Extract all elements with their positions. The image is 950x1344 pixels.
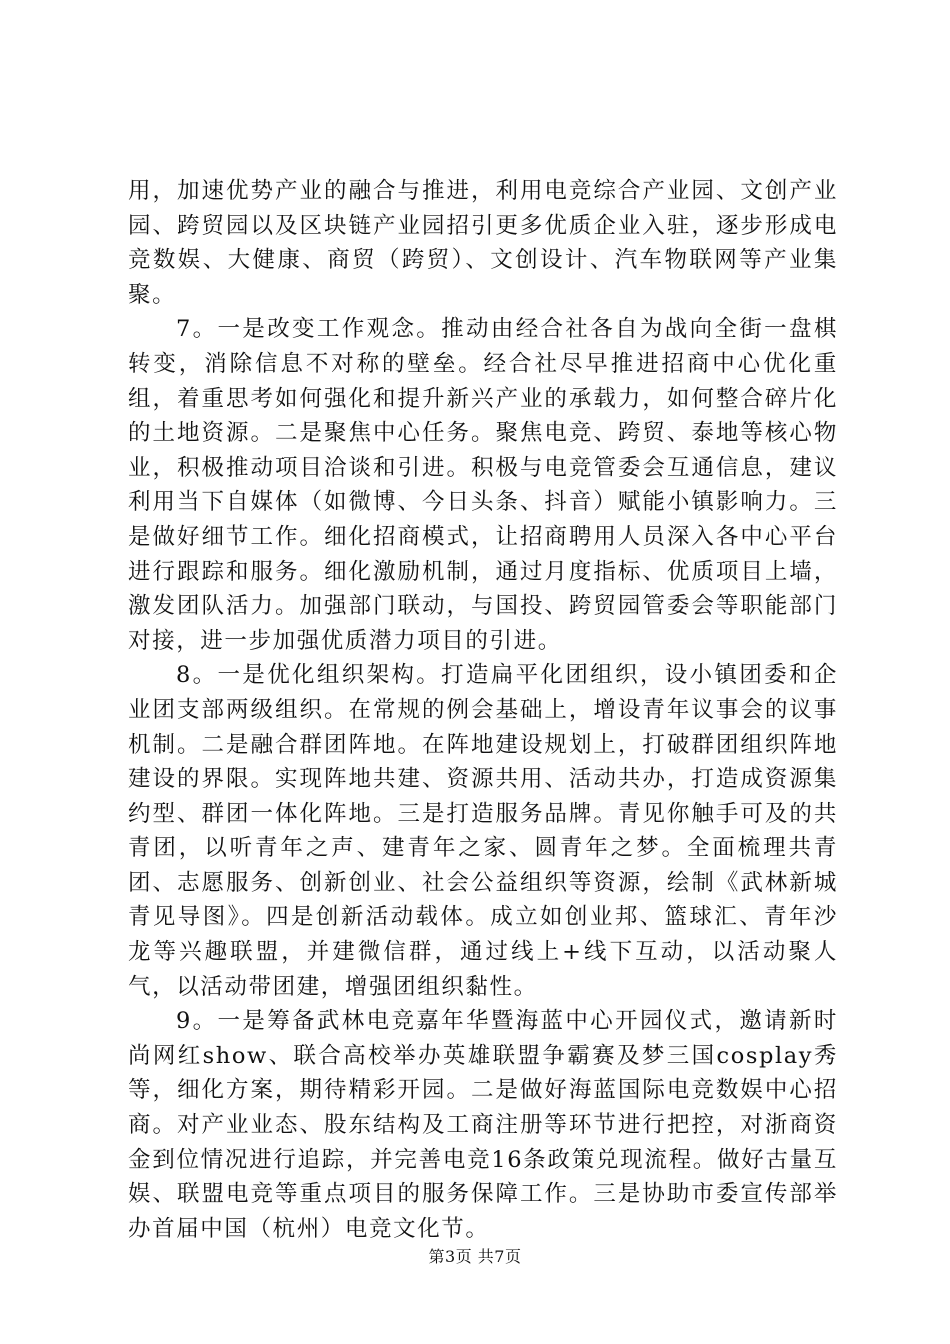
- document-body: [128, 174, 838, 1246]
- paragraph-continuation: 用，加速优势产业的融合与推进，利用电竞综合产业园、文创产业园、跨贸园以及区块链产业园招引更多优质企业入驻，逐步形成电竞数娱、大健康、商贸（跨贸）、文创设计、汽车物联网等产业集聚。: [128, 178, 838, 308]
- paragraph-item-7: 7。一是改变工作观念。推动由经合社各自为战向全街一盘棋转变，消除信息不对称的壁垒。经合社尽早推进招商中心优化重组，着重思考如何强化和提升新兴产业的承载力，如何整合碎片化的土地资源。二是聚焦中心任务。聚焦电竞、跨贸、泰地等核心物业，积极推动项目洽谈和引进。积极与电竞管委会互通信息，建议利用当下自媒体（如微博、今日头条、抖音）赋能小镇影响力。三是做好细节工作。细化招商模式，让招商聘用人员深入各中心平台进行跟踪和服务。细化激励机制，通过月度指标、优质项目上墙，激发团队活力。加强部门联动，与国投、跨贸园管委会等职能部门对接，进一步加强优质潜力项目的引进。: [128, 316, 838, 654]
- paragraph-item-8: 8。一是优化组织架构。打造扁平化团组织，设小镇团委和企业团支部两级组织。在常规的例会基础上，增设青年议事会的议事机制。二是融合群团阵地。在阵地建设规划上，打破群团组织阵地建设的界限。实现阵地共建、资源共用、活动共办，打造成资源集约型、群团一体化阵地。三是打造服务品牌。青见你触手可及的共青团，以听青年之声、建青年之家、圆青年之梦。全面梳理共青团、志愿服务、创新创业、社会公益组织等资源，绘制《武林新城青见导图》。四是创新活动载体。成立如创业邦、篮球汇、青年沙龙等兴趣联盟，并建微信群，通过线上+线下互动，以活动聚人气，以活动带团建，增强团组织黏性。: [128, 662, 838, 1000]
- page-number-footer: 第3页 共7页: [428, 1247, 522, 1266]
- paragraph-item-9: 9。一是筹备武林电竞嘉年华暨海蓝中心开园仪式，邀请新时尚网红show、联合高校举办英雄联盟争霸赛及梦三国cosplay秀等，细化方案，期待精彩开园。二是做好海蓝国际电竞数娱中心招商。对产业业态、股东结构及工商注册等环节进行把控，对浙商资金到位情况进行追踪，并完善电竞16条政策兑现流程。做好古量互娱、联盟电竞等重点项目的服务保障工作。三是协助市委宣传部举办首届中国（杭州）电竞文化节。: [128, 1008, 838, 1242]
